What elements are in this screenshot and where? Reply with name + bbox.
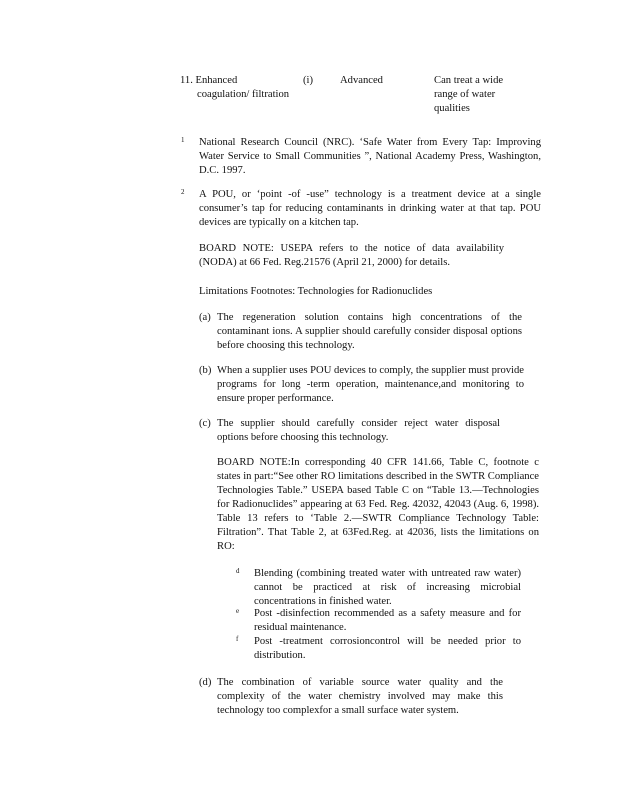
item-text: When a supplier uses POU devices to comply, the supplier must provide programs for long -term operation, maintenance,and monitoring to ensure proper performance.	[217, 365, 524, 404]
technology-name-continued: coagulation/ filtration	[197, 89, 290, 100]
item-label: (c)	[199, 418, 211, 429]
technology-description: Can treat a wide range of water qualities	[434, 75, 504, 114]
technology-number-label: 11. Enhanced	[180, 75, 238, 86]
footnote-marker: f	[236, 635, 239, 643]
ro-limitation-f	[236, 635, 521, 663]
footnote-text: A POU, or ‘point -of -use” technology is a treatment device at a single consumer’s tap for reducing contaminants in drinking water at that tap. POU devices are typically on a kitchen tap.	[199, 189, 541, 228]
board-note-noda: BOARD NOTE: USEPA refers to the notice of data availability (NODA) at 66 Fed. Reg.21576 (April 21, 2000) for details.	[199, 243, 504, 268]
skill-level: Advanced	[340, 75, 383, 86]
item-text: The combination of variable source water quality and the complexity of the water chemistry involved may make this technology too complexfor a small surface water system.	[217, 677, 503, 716]
footnote-marker: e	[236, 607, 240, 615]
limitation-item-a	[199, 311, 522, 353]
roman-numeral: (i)	[303, 75, 313, 86]
bullet-text: Blending (combining treated water with untreated raw water) cannot be practiced at risk of increasing microbial concentrations in finished water.	[254, 568, 521, 607]
footnote-text: National Research Council (NRC). ‘Safe Water from Every Tap: Improving Water Service to Small Communities ”, National Academy Press, Washington, D.C. 1997.	[199, 137, 541, 176]
technology-name	[180, 74, 290, 102]
ro-limitation-e	[236, 607, 521, 635]
item-label: (a)	[199, 312, 211, 323]
limitation-item-d	[199, 676, 503, 718]
footnote-2	[181, 188, 541, 230]
limitation-item-c	[199, 417, 500, 445]
bullet-text: Post -disinfection recommended as a safety measure and for residual maintenance.	[254, 608, 521, 633]
item-text: The supplier should carefully consider reject water disposal options before choosing this technology.	[217, 418, 500, 443]
item-text: The regeneration solution contains high concentrations of the contaminant ions. A supplier should carefully consider disposal options before choosing this technology.	[217, 312, 522, 351]
footnote-1	[181, 136, 541, 178]
footnote-marker: 1	[181, 136, 185, 144]
bullet-text: Post -treatment corrosioncontrol will be needed prior to distribution.	[254, 636, 521, 661]
footnote-marker: d	[236, 567, 240, 575]
ro-limitation-d	[236, 567, 521, 609]
limitation-item-b	[199, 364, 524, 406]
footnote-marker: 2	[181, 188, 185, 196]
limitations-heading: Limitations Footnotes: Technologies for Radionuclides	[199, 286, 433, 297]
item-label: (b)	[199, 365, 212, 376]
board-note-ro: BOARD NOTE:In corresponding 40 CFR 141.66, Table C, footnote c states in part:“See other RO limitations described in the SWTR Compliance Technologies Table.” USEPA based Table C on “Table 13.—Technologies for Radionuclides” appearing at 63 Fed. Reg. 42032, 42043 (Aug. 6, 1998). Table 13 refers to ‘Table 2.—SWTR Compliance Technology Table: Filtration”. That Table 2, at 63Fed.Reg. at 42036, lists the limitations on RO:	[217, 457, 539, 552]
item-label: (d)	[199, 677, 212, 688]
